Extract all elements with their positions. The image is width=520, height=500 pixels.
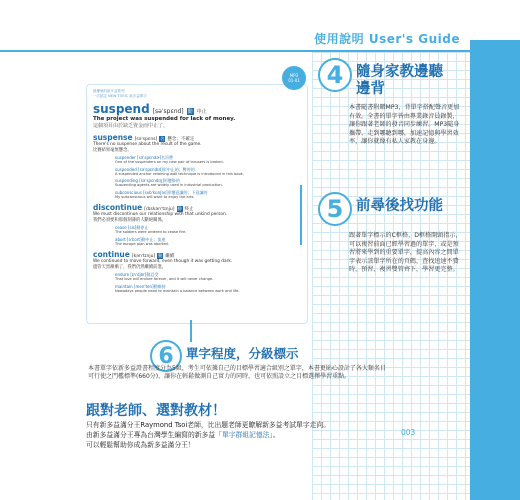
section-6-body: 本書單字依新多益證書程度分為5級，考生可依據自己的目標學習適合級別之單字，本書更貼心設計了各大類名目可行使之門檻標準(660分)，讓你在輕鬆做測自己實力的同時，也可依照設立之目標選擇學習重點。: [88, 365, 386, 381]
entry-phonetic: [kənˈtɪnju]: [131, 254, 156, 259]
derivative-example: That love will endure forever, and it will never change.: [115, 277, 214, 281]
derivative-item: [115, 167, 301, 177]
derivative-head: subconscious [sʌbˈkɑnʃəs]形潛意識的；下意識的: [115, 189, 208, 195]
derivative-head: abort [əˈbɔrt]動中止；流產: [115, 236, 166, 242]
derivative-item: [115, 272, 301, 282]
teacher-line-2: [86, 430, 406, 440]
sample-entry-card: [86, 84, 308, 324]
mp3-track-number: 01-01: [288, 78, 300, 83]
teacher-heading: 跟對老師、選對教材！: [86, 403, 226, 419]
entry-example-zh: 儘管天黑漸漸了，我們仍然繼續前進。: [93, 264, 167, 270]
derivative-head: endure [ɪnˈdjʊr]動忍受: [115, 272, 159, 277]
entry-word: discontinue: [93, 203, 143, 212]
entry-suspense: [93, 133, 301, 142]
teacher-line-2-post: 」。: [269, 431, 280, 439]
derivative-example: The escape plan was aborted.: [115, 241, 169, 246]
derivative-example: Suspending agents are widely used in industrial production.: [115, 183, 223, 187]
main-word-phonetic: [səˈspɛnd]: [152, 108, 184, 115]
derivative-example: My subconscious will want to enjoy the arts.: [115, 194, 195, 199]
derivative-item: [115, 237, 301, 247]
teacher-paragraph: [86, 420, 406, 450]
derivative-example: A suspended anchor retaining wall technique is introduced in this book.: [115, 171, 244, 176]
entry-phonetic: [səˈspɛns]: [134, 137, 158, 142]
section-4-title: 隨身家教邊聽邊背: [356, 64, 443, 97]
entry-phonetic: [dɪskənˈtɪnju]: [144, 207, 175, 212]
derivative-head: maintain [menˈten]動維持: [115, 283, 166, 289]
main-word-definition: 中止: [196, 109, 207, 115]
card-series-label: 最權威的新多益系列: [93, 89, 125, 93]
section-number-4: 4: [318, 58, 352, 92]
connector-line: [300, 185, 318, 245]
entry-definition: 懸念；不確定: [167, 137, 195, 142]
entry-definition: 終止: [184, 207, 194, 212]
section-4-body: 本書隨書附贈MP3，背單字搭配聲音更加有效。全書的單字皆由專業錄音員錄製，讓你跟著老師的發音同步練習。MP3隨身攜帶，走到哪聽到哪，加速記憶與學習效率，讓你就像有私人家教在身邊。: [349, 104, 460, 146]
main-example-zh: 這個項目由於缺乏資金而中止了。: [93, 123, 169, 129]
derivative-item: [115, 178, 301, 188]
derivative-example: One of the suspenders on my new pair of trousers is broken.: [115, 160, 224, 164]
derivative-item: [115, 225, 301, 235]
entry-word: suspense: [93, 133, 133, 142]
page-number: 003: [401, 428, 416, 437]
entry-pos: 動: [158, 253, 163, 258]
entry-discontinue: [93, 203, 301, 212]
derivative-head: suspended [səˈspɛndɪd]形中止的；暫停的: [115, 166, 195, 172]
derivative-item: [115, 284, 301, 294]
teacher-line-2-pre: 由新多益滿分王專為台灣學生編寫的新多益「: [86, 431, 222, 439]
entry-example-zh: 比賽結果毫無懸念。: [93, 147, 132, 153]
entry-example-en: We must discontinue our relationship with that unkind person.: [93, 212, 228, 217]
derivative-head: cease [sis]動停止: [115, 225, 149, 230]
main-word-row: [93, 102, 301, 116]
derivative-item: [115, 190, 301, 200]
entry-definition: 繼續: [165, 254, 175, 259]
derivative-example: The soldiers were ordered to cease fire.: [115, 230, 187, 234]
section-number-6: 6: [150, 340, 182, 372]
teacher-highlight: 單字群組記憶法: [221, 431, 270, 439]
mp3-track-badge: [282, 66, 306, 90]
main-example-en: The project was suspended for lack of money.: [93, 116, 236, 122]
teacher-line-1: 只有新多益滿分王Raymond Tsoi老師，比出題老師更瞭解新多益考試單字走向。: [86, 421, 331, 429]
section-5-body: 跟著單字標示的C框格，D框格開頭指示，可以複習前面已經學習過的單字，或是預習將來學到的重要單字，提高內容之間單字表示該單字所在的頁碼，查找迅速不費時，預習、複習雙管齊下，學習更完整。: [349, 232, 462, 274]
entry-example-en: There's no suspense about the result of the game.: [93, 142, 202, 147]
entry-pos: 名: [160, 136, 165, 141]
main-word-pos: 動: [187, 109, 193, 115]
entry-example-en: We continued to move forward, even though it was getting dark.: [93, 259, 233, 264]
entry-continue: [93, 250, 301, 259]
teacher-line-3: 可以輕鬆幫助你成為新多益滿分王！: [86, 441, 195, 449]
page-header-title: 使用說明 User's Guide: [314, 32, 460, 46]
derivative-example: Nowadays people need to maintain a balance between work and life.: [115, 288, 240, 293]
header-divider: [0, 50, 470, 52]
section-6-title: 單字程度，分級標示: [186, 346, 299, 361]
entry-example-zh: 我們必須要和那個刻薄的人斷絕關係。: [93, 217, 167, 223]
section-number-5: 5: [318, 192, 352, 226]
card-book-label: 一次搞定 NEW TOEIC 新多益單字: [93, 94, 147, 98]
entry-word: continue: [93, 250, 130, 259]
connector-line: [190, 320, 192, 342]
section-5-title: 前尋後找功能: [356, 198, 443, 214]
side-color-bar: [470, 40, 520, 500]
derivative-head: suspender [səˈspɛndɚ]名吊帶: [115, 155, 174, 160]
derivative-item: [115, 155, 301, 165]
main-word: suspend: [93, 102, 150, 116]
mp3-label: MP3: [289, 73, 299, 78]
entry-pos: 動: [177, 206, 182, 211]
derivative-head: suspending [səˈspɛndɪŋ]形懸掛的: [115, 178, 180, 183]
